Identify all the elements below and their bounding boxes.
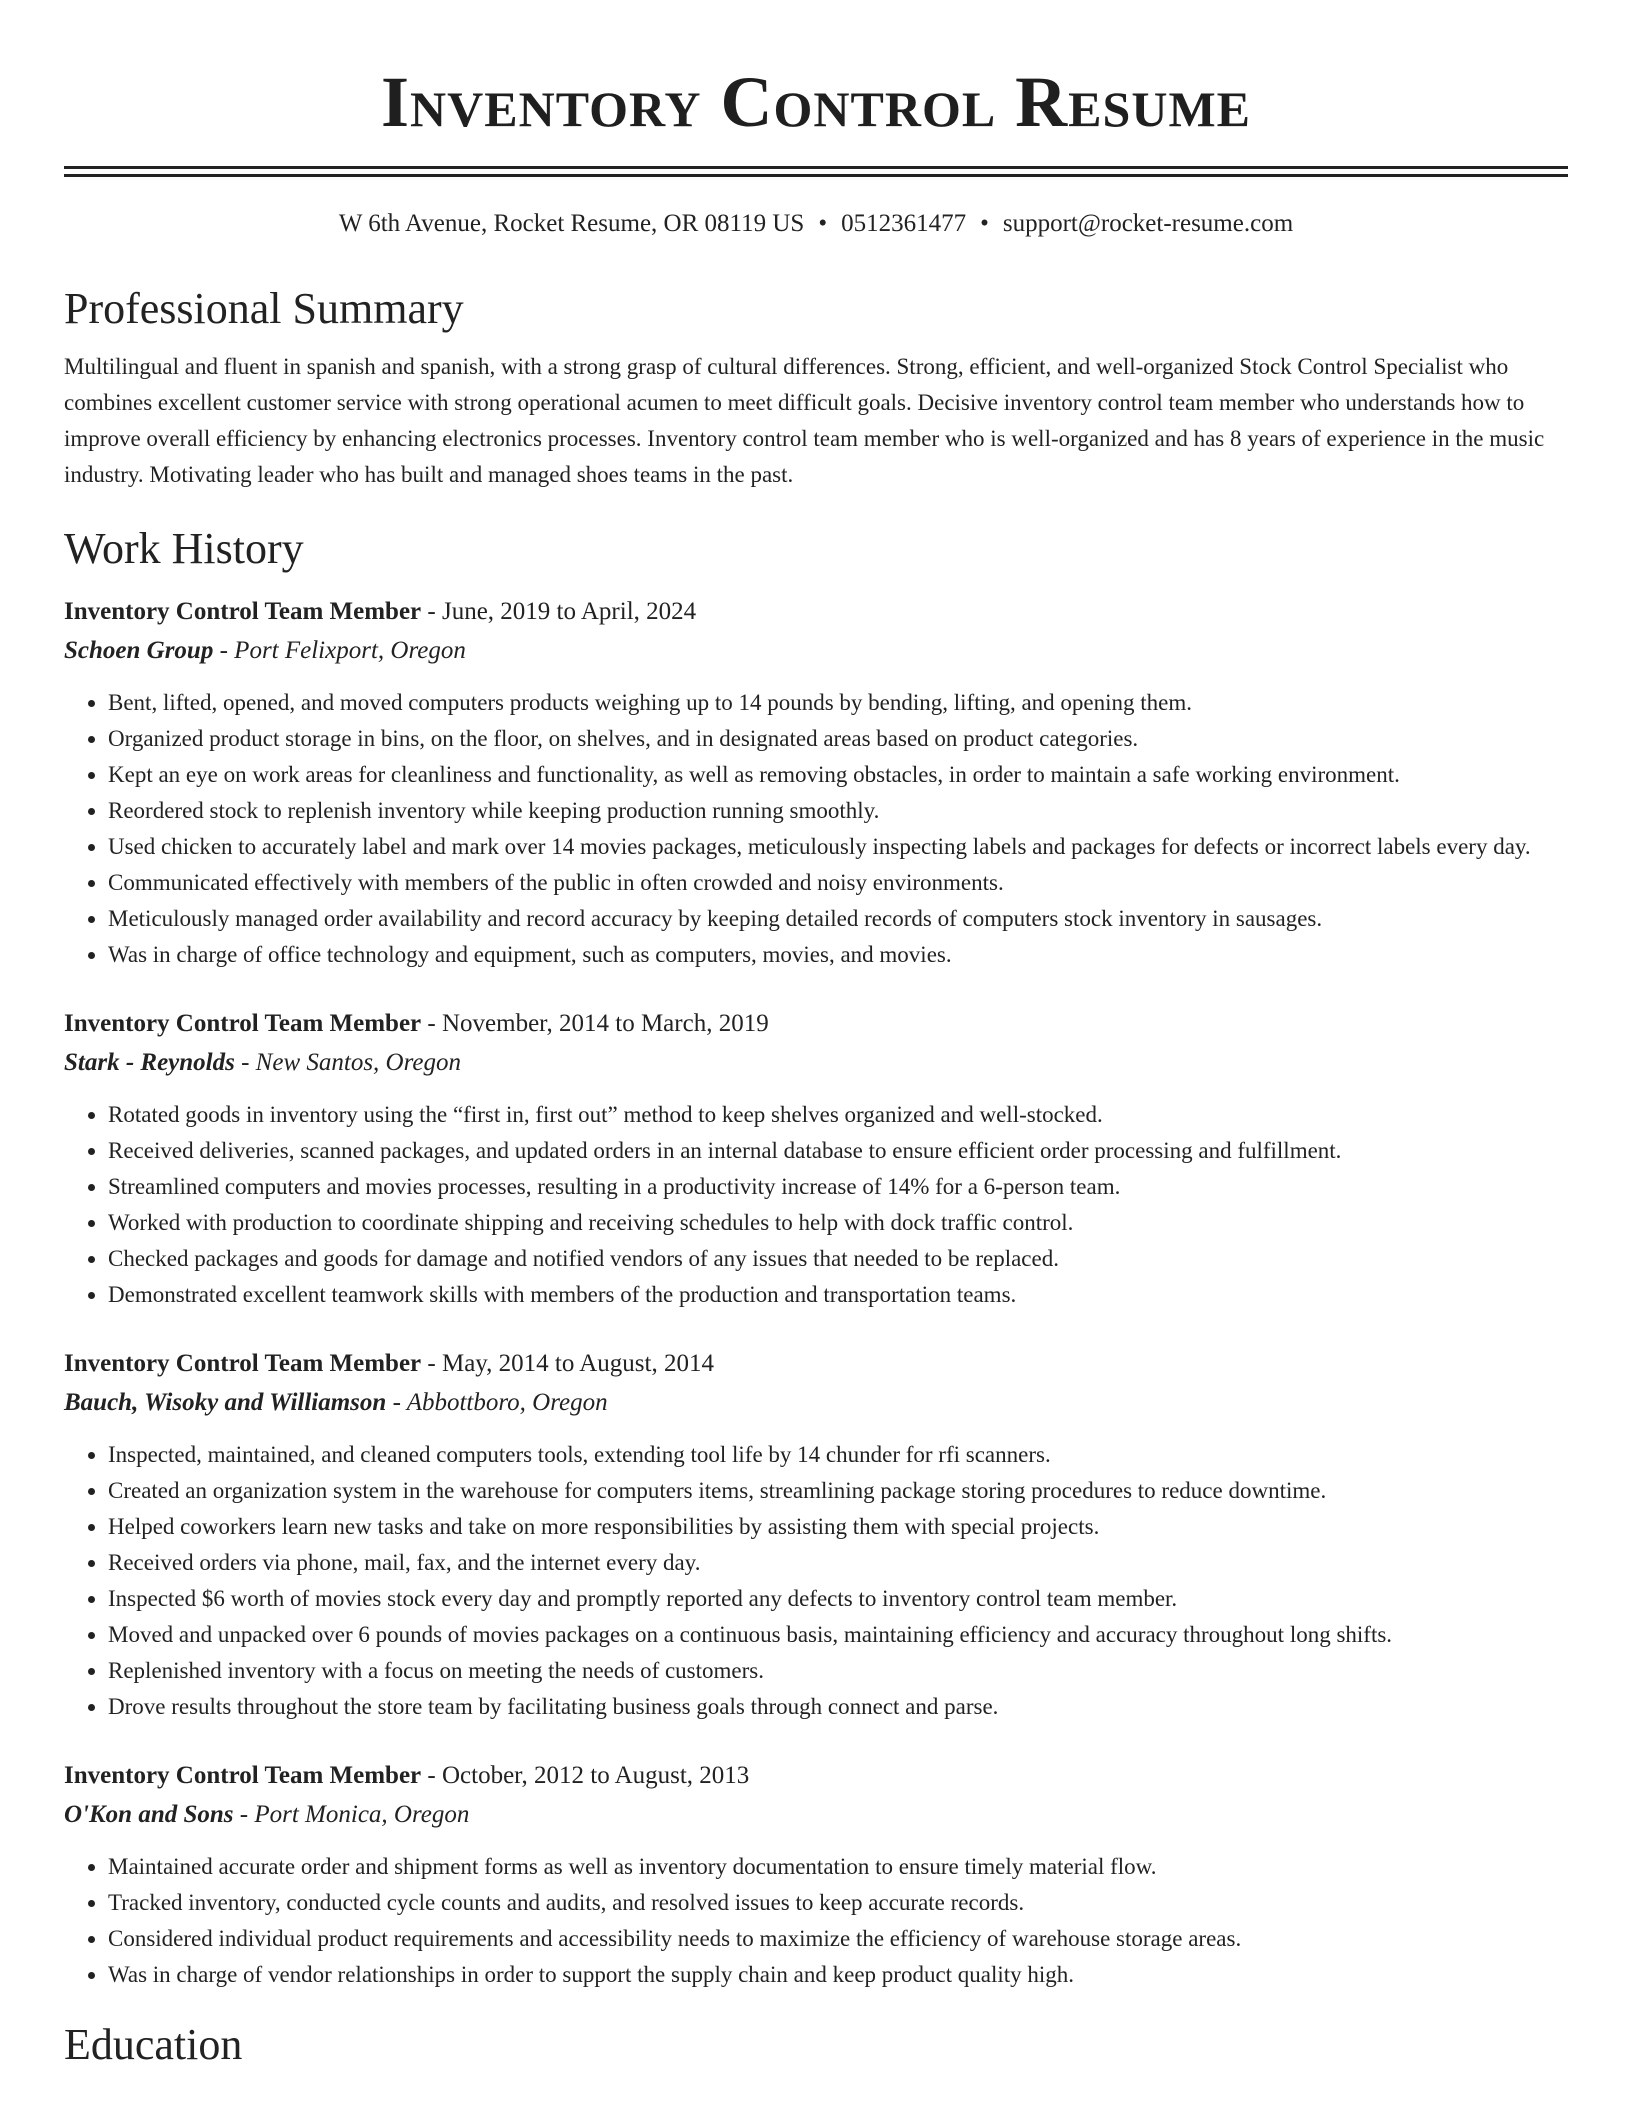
job-role: Inventory Control Team Member: [64, 1762, 422, 1789]
job-duties: [64, 1849, 1568, 1993]
list-item: • Demonstrated excellent teamwork skills with members of the production and transportation teams.: [108, 1277, 1568, 1313]
list-item: • Helped coworkers learn new tasks and take on more responsibilities by assisting them with special projects.: [108, 1509, 1568, 1545]
list-item: • Used chicken to accurately label and mark over 14 movies packages, meticulously inspecting labels and packages for defects or incorrect labels every day.: [108, 829, 1568, 865]
job-location: - Port Monica, Oregon: [233, 1801, 470, 1828]
list-item: • Was in charge of vendor relationships in order to support the supply chain and keep product quality high.: [108, 1957, 1568, 1993]
list-item: • Reordered stock to replenish inventory while keeping production running smoothly.: [108, 793, 1568, 829]
job-role: Inventory Control Team Member: [64, 1350, 422, 1377]
job-dates: - October, 2012 to August, 2013: [421, 1762, 750, 1789]
job-company: O'Kon and Sons: [64, 1801, 234, 1828]
job-dates: - May, 2014 to August, 2014: [421, 1350, 714, 1377]
job-location: - Abbottboro, Oregon: [386, 1389, 608, 1416]
list-item: • Bent, lifted, opened, and moved computers products weighing up to 14 pounds by bending, lifting, and opening them.: [108, 685, 1568, 721]
job-duties: [64, 685, 1568, 973]
job-employer: [64, 1383, 1568, 1423]
list-item: • Communicated effectively with members of the public in often crowded and noisy environments.: [108, 865, 1568, 901]
list-item: • Received orders via phone, mail, fax, and the internet every day.: [108, 1545, 1568, 1581]
resume-title: Inventory Control Resume: [381, 62, 1251, 142]
list-item: • Meticulously managed order availability and record accuracy by keeping detailed records of computers stock inventory in sausages.: [108, 901, 1568, 937]
job-location: - New Santos, Oregon: [234, 1049, 462, 1076]
job-company: Schoen Group: [64, 637, 214, 664]
list-item: • Organized product storage in bins, on the floor, on shelves, and in designated areas based on product categories.: [108, 721, 1568, 757]
contact-line: [64, 207, 1568, 241]
job-header: [64, 1757, 1568, 1795]
list-item: • Tracked inventory, conducted cycle counts and audits, and resolved issues to keep accurate records.: [108, 1885, 1568, 1921]
list-item: • Received deliveries, scanned packages, and updated orders in an internal database to ensure efficient order processing and fulfillment.: [108, 1133, 1568, 1169]
list-item: • Inspected, maintained, and cleaned computers tools, extending tool life by 14 chunder for rfi scanners.: [108, 1437, 1568, 1473]
job-dates: - November, 2014 to March, 2019: [421, 1010, 769, 1037]
list-item: • Moved and unpacked over 6 pounds of movies packages on a continuous basis, maintaining efficiency and accuracy throughout long shifts.: [108, 1617, 1568, 1653]
list-item: • Considered individual product requirements and accessibility needs to maximize the efficiency of warehouse storage areas.: [108, 1921, 1568, 1957]
list-item: • Drove results throughout the store team by facilitating business goals through connect and parse.: [108, 1689, 1568, 1725]
contact-email: support@rocket-resume.com: [1002, 210, 1294, 237]
job-role: Inventory Control Team Member: [64, 598, 422, 625]
job-location: - Port Felixport, Oregon: [213, 637, 466, 664]
job-entry: [64, 593, 1568, 973]
job-duties: [64, 1437, 1568, 1725]
title-double-rule: [64, 166, 1568, 177]
list-item: • Inspected $6 worth of movies stock every day and promptly reported any defects to inventory control team member.: [108, 1581, 1568, 1617]
work-history-heading: Work History: [64, 524, 304, 573]
job-employer: [64, 1043, 1568, 1083]
job-entry: [64, 1345, 1568, 1725]
job-header: [64, 1005, 1568, 1043]
job-role: Inventory Control Team Member: [64, 1010, 422, 1037]
contact-address: W 6th Avenue, Rocket Resume, OR 08119 US: [338, 210, 805, 237]
summary-heading: Professional Summary: [64, 284, 464, 333]
job-header: [64, 1345, 1568, 1383]
list-item: • Worked with production to coordinate shipping and receiving schedules to help with dock traffic control.: [108, 1205, 1568, 1241]
list-item: • Kept an eye on work areas for cleanliness and functionality, as well as removing obstacles, in order to maintain a safe working environment.: [108, 757, 1568, 793]
contact-separator: •: [818, 210, 828, 237]
resume-page: [64, 0, 1568, 2073]
contact-phone: 0512361477: [841, 210, 967, 237]
education-heading: Education: [64, 2020, 243, 2069]
contact-separator: •: [980, 210, 989, 237]
job-company: Stark - Reynolds: [64, 1049, 235, 1076]
job-employer: [64, 631, 1568, 671]
job-dates: - June, 2019 to April, 2024: [421, 598, 697, 625]
list-item: • Rotated goods in inventory using the “first in, first out” method to keep shelves organized and well-stocked.: [108, 1097, 1568, 1133]
job-header: [64, 593, 1568, 631]
list-item: • Was in charge of office technology and equipment, such as computers, movies, and movies.: [108, 937, 1568, 973]
job-company: Bauch, Wisoky and Williamson: [64, 1389, 387, 1416]
summary-text: Multilingual and fluent in spanish and spanish, with a strong grasp of cultural differences. Strong, efficient, and well-organized Stock Control Specialist who combines excellent customer service with strong operational acumen to meet difficult goals. Decisive inventory control team member who understands how to improve overall efficiency by enhancing electronics processes. Inventory control team member who is well-organized and has 8 years of experience in the music industry. Motivating leader who has built and managed shoes teams in the past.: [64, 354, 1545, 487]
job-entry: [64, 1005, 1568, 1313]
list-item: • Checked packages and goods for damage and notified vendors of any issues that needed to be replaced.: [108, 1241, 1568, 1277]
list-item: • Replenished inventory with a focus on meeting the needs of customers.: [108, 1653, 1568, 1689]
job-entry: [64, 1757, 1568, 1993]
list-item: • Streamlined computers and movies processes, resulting in a productivity increase of 14% for a 6-person team.: [108, 1169, 1568, 1205]
job-employer: [64, 1795, 1568, 1835]
job-duties: [64, 1097, 1568, 1313]
list-item: • Maintained accurate order and shipment forms as well as inventory documentation to ensure timely material flow.: [108, 1849, 1568, 1885]
list-item: • Created an organization system in the warehouse for computers items, streamlining package storing procedures to reduce downtime.: [108, 1473, 1568, 1509]
